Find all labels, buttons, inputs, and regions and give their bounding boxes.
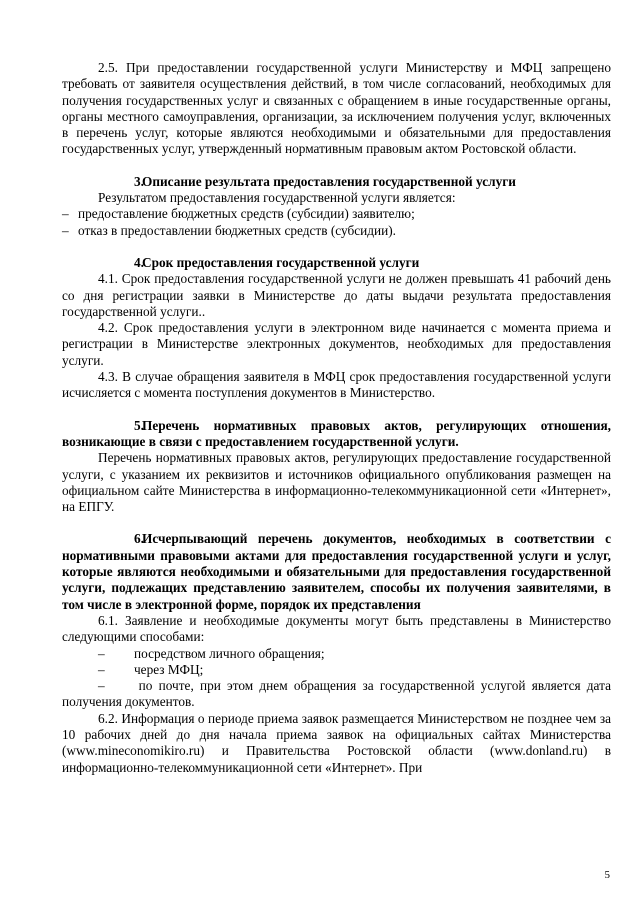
list-item-text: по почте, при этом днем обращения за государственной услугой является дата получения документов. bbox=[62, 678, 611, 710]
paragraph-4-3: 4.3. В случае обращения заявителя в МФЦ срок предоставления государственной услуги исчисляется с момента поступления документов в Министерство. bbox=[62, 369, 611, 401]
section-4-heading bbox=[62, 255, 611, 271]
dash-marker: – bbox=[62, 206, 69, 222]
paragraph-4-2: 4.2. Срок предоставления услуги в электронном виде начинается с момента приема и регистрации в Министерстве электронных документов, необходимых для предоставления услуги. bbox=[62, 320, 611, 368]
paragraph-5: Перечень нормативных правовых актов, регулирующих предоставление государственной услуги, с указанием их реквизитов и источников официального опубликования размещен на официальном сайте Министерства в информационно-телекоммуникационной сети «Интернет», на ЕПГУ. bbox=[62, 450, 611, 515]
section-4-number: 4. bbox=[134, 254, 144, 270]
dash-marker: – bbox=[98, 661, 105, 677]
list-item bbox=[62, 646, 611, 662]
document-page bbox=[62, 60, 611, 776]
paragraph-6-2: 6.2. Информация о периоде приема заявок размещается Министерством не позднее чем за 10 рабочих дней до дня начала приема заявок на официальных сайтах Министерства (www.mineconomikiro.ru) и Правительства Ростовской области (www.donland.ru) в информационно-телекоммуникационной сети «Интернет». При bbox=[62, 710, 611, 775]
section-5-title: Перечень нормативных правовых актов, регулирующих отношения, возникающие в связи с предоставлением государственной услуги. bbox=[62, 417, 611, 449]
section-3-heading bbox=[62, 174, 611, 190]
section-3-title: Описание результата предоставления государственной услуги bbox=[142, 173, 516, 189]
list-item-text: через МФЦ; bbox=[134, 661, 204, 677]
list-item bbox=[62, 662, 611, 678]
list-item-text: предоставление бюджетных средств (субсидии) заявителю; bbox=[78, 206, 415, 222]
section-3-intro: Результатом предоставления государственной услуги является: bbox=[98, 190, 456, 206]
section-6-number: 6. bbox=[134, 531, 144, 547]
page-number: 5 bbox=[604, 869, 610, 881]
list-item-text: посредством личного обращения; bbox=[134, 645, 325, 661]
list-item bbox=[62, 223, 611, 239]
dash-marker: – bbox=[98, 678, 105, 694]
paragraph-6-1: 6.1. Заявление и необходимые документы могут быть представлены в Министерство следующими способами: bbox=[62, 612, 611, 645]
paragraph-2-5: 2.5. При предоставлении государственной услуги Министерству и МФЦ запрещено требовать от заявителя осуществления действий, в том числе согласований, необходимых для получения государственных услуг и связанных с обращением в иные государственные органы, органы местного самоуправления, организации, за исключением получения услуг, включенных в перечень услуг, которые являются необходимыми и обязательными для предоставления государственных услуг, утвержденный нормативным правовым актом Ростовской области. bbox=[62, 60, 611, 157]
section-5-number: 5. bbox=[134, 417, 144, 433]
section-6-heading bbox=[62, 531, 611, 612]
paragraph-4-1: 4.1. Срок предоставления государственной услуги не должен превышать 41 рабочий день со дня регистрации заявки в Министерстве до даты выдачи результата предоставления государственной услуги.. bbox=[62, 271, 611, 319]
section-6-title: Исчерпывающий перечень документов, необходимых в соответствии с нормативными правовыми актами для предоставления государственной услуги и услуг, которые являются необходимыми и обязательными для предоставления государственной услуги, подлежащих представлению заявителем, способы их получения заявителями, в том числе в электронной форме, порядок их представления bbox=[62, 531, 611, 612]
dash-marker: – bbox=[62, 222, 69, 238]
list-item-text: отказ в предоставлении бюджетных средств (субсидии). bbox=[78, 222, 397, 238]
section-4-title: Срок предоставления государственной услуги bbox=[142, 254, 420, 270]
list-item bbox=[62, 206, 611, 222]
section-5-heading bbox=[62, 418, 611, 451]
dash-marker: – bbox=[98, 645, 105, 661]
list-item-wrapped bbox=[62, 678, 611, 711]
section-3-number: 3. bbox=[134, 173, 144, 189]
